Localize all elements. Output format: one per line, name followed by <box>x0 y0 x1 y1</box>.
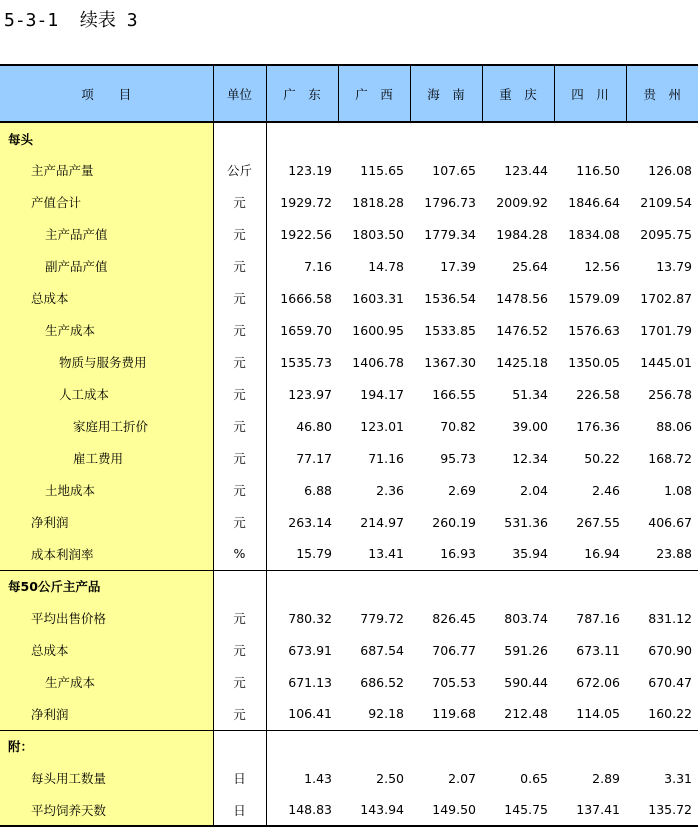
value-cell <box>626 730 698 762</box>
value-cell <box>482 570 554 602</box>
value-cell: 176.36 <box>576 418 620 434</box>
value-cell: 2.04 <box>520 482 548 498</box>
table-row <box>0 154 698 186</box>
unit-cell: 元 <box>213 250 266 282</box>
value-cell: 1.43 <box>304 770 332 786</box>
value-cell: 143.94 <box>338 794 410 826</box>
value-cell: 77.17 <box>296 450 332 466</box>
value-cell: 1984.28 <box>496 226 548 242</box>
value-cell <box>338 122 410 154</box>
unit-cell: 元 <box>213 698 266 730</box>
value-cell: 706.77 <box>432 642 476 658</box>
row-label: 净利润 <box>0 698 213 730</box>
section-row <box>0 570 698 602</box>
header-item: 项 目 <box>0 65 213 122</box>
table-row <box>0 442 698 474</box>
section-row <box>0 122 698 154</box>
value-cell <box>266 570 338 602</box>
value-cell: 88.06 <box>656 418 692 434</box>
table-row <box>0 634 698 666</box>
table-row <box>0 762 698 794</box>
value-cell: 51.34 <box>512 386 548 402</box>
table-title: 5-3-1 续表 3 <box>4 10 138 31</box>
value-cell: 1779.34 <box>424 226 476 242</box>
unit-cell: 元 <box>213 474 266 506</box>
header-region: 广 西 <box>338 65 410 122</box>
value-cell <box>410 122 482 154</box>
value-cell: 3.31 <box>664 770 692 786</box>
value-cell: 673.91 <box>288 642 332 658</box>
value-cell: 705.53 <box>432 674 476 690</box>
table-row <box>0 602 698 634</box>
value-cell: 25.64 <box>512 258 548 274</box>
value-cell: 256.78 <box>648 386 692 402</box>
table-row <box>0 474 698 506</box>
row-label: 家庭用工折价 <box>0 410 213 442</box>
row-label: 产值合计 <box>0 186 213 218</box>
value-cell: 17.39 <box>440 258 476 274</box>
value-cell <box>266 122 338 154</box>
value-cell: 7.16 <box>304 258 332 274</box>
row-label: 成本利润率 <box>0 538 213 570</box>
value-cell: 0.65 <box>520 770 548 786</box>
value-cell: 35.94 <box>512 546 548 562</box>
value-cell: 1846.64 <box>568 194 620 210</box>
value-cell: 1818.28 <box>352 194 404 210</box>
value-cell: 95.73 <box>440 450 476 466</box>
table-row <box>0 282 698 314</box>
value-cell: 123.19 <box>288 162 332 178</box>
row-label: 主产品产量 <box>0 154 213 186</box>
value-cell: 39.00 <box>512 418 548 434</box>
unit-cell: % <box>213 538 266 570</box>
unit-cell: 公斤 <box>213 154 266 186</box>
value-cell: 672.06 <box>576 674 620 690</box>
section-label: 附： <box>0 730 213 762</box>
value-cell <box>554 122 626 154</box>
unit-cell: 元 <box>213 218 266 250</box>
value-cell: 1536.54 <box>424 290 476 306</box>
value-cell <box>410 570 482 602</box>
value-cell: 1350.05 <box>568 354 620 370</box>
unit-cell: 日 <box>213 794 266 826</box>
value-cell: 160.22 <box>648 706 692 722</box>
value-cell: 260.19 <box>432 514 476 530</box>
value-cell: 1367.30 <box>424 354 476 370</box>
unit-cell: 元 <box>213 346 266 378</box>
value-cell: 168.72 <box>648 450 692 466</box>
value-cell: 1579.09 <box>568 290 620 306</box>
value-cell: 2.36 <box>376 482 404 498</box>
value-cell: 1834.08 <box>568 226 620 242</box>
value-cell: 2.69 <box>448 482 476 498</box>
value-cell: 1535.73 <box>280 354 332 370</box>
value-cell <box>626 570 698 602</box>
unit-cell <box>213 730 266 762</box>
unit-cell: 元 <box>213 666 266 698</box>
header-region: 四 川 <box>554 65 626 122</box>
row-label: 总成本 <box>0 282 213 314</box>
table-row <box>0 698 698 730</box>
value-cell: 115.65 <box>360 162 404 178</box>
value-cell: 1445.01 <box>640 354 692 370</box>
value-cell: 1478.56 <box>496 290 548 306</box>
value-cell <box>554 570 626 602</box>
table-row <box>0 410 698 442</box>
value-cell: 6.88 <box>304 482 332 498</box>
value-cell: 107.65 <box>432 162 476 178</box>
header-unit: 单位 <box>213 65 266 122</box>
value-cell: 148.83 <box>266 794 338 826</box>
value-cell: 119.68 <box>432 706 476 722</box>
value-cell: 13.79 <box>656 258 692 274</box>
value-cell: 1922.56 <box>280 226 332 242</box>
value-cell: 16.94 <box>584 546 620 562</box>
row-label: 每头用工数量 <box>0 762 213 794</box>
value-cell: 2109.54 <box>640 194 692 210</box>
section-label: 每50公斤主产品 <box>0 570 213 602</box>
header-row <box>0 65 698 122</box>
row-label: 平均饲养天数 <box>0 794 213 826</box>
value-cell: 123.01 <box>360 418 404 434</box>
value-cell: 803.74 <box>504 610 548 626</box>
value-cell: 787.16 <box>576 610 620 626</box>
unit-cell <box>213 570 266 602</box>
section-row <box>0 730 698 762</box>
value-cell: 1406.78 <box>352 354 404 370</box>
value-cell: 1533.85 <box>424 322 476 338</box>
value-cell: 214.97 <box>360 514 404 530</box>
data-table <box>0 64 698 827</box>
value-cell: 1600.95 <box>352 322 404 338</box>
value-cell <box>554 730 626 762</box>
value-cell: 212.48 <box>504 706 548 722</box>
row-label: 生产成本 <box>0 314 213 346</box>
value-cell: 2.89 <box>592 770 620 786</box>
table-row <box>0 346 698 378</box>
value-cell: 826.45 <box>432 610 476 626</box>
unit-cell: 日 <box>213 762 266 794</box>
value-cell: 2009.92 <box>496 194 548 210</box>
value-cell: 194.17 <box>360 386 404 402</box>
section-label: 每头 <box>0 122 213 154</box>
table-row <box>0 218 698 250</box>
table-row <box>0 250 698 282</box>
header-region: 贵 州 <box>626 65 698 122</box>
value-cell: 267.55 <box>576 514 620 530</box>
value-cell: 106.41 <box>288 706 332 722</box>
value-cell <box>626 122 698 154</box>
value-cell: 116.50 <box>576 162 620 178</box>
value-cell: 1702.87 <box>640 290 692 306</box>
value-cell: 531.36 <box>504 514 548 530</box>
value-cell <box>410 730 482 762</box>
value-cell: 1425.18 <box>496 354 548 370</box>
value-cell: 137.41 <box>554 794 626 826</box>
value-cell: 135.72 <box>626 794 698 826</box>
header-region: 广 东 <box>266 65 338 122</box>
value-cell: 686.52 <box>360 674 404 690</box>
value-cell: 15.79 <box>296 546 332 562</box>
value-cell <box>338 570 410 602</box>
value-cell: 126.08 <box>648 162 692 178</box>
value-cell: 779.72 <box>360 610 404 626</box>
unit-cell: 元 <box>213 634 266 666</box>
unit-cell: 元 <box>213 442 266 474</box>
unit-cell: 元 <box>213 506 266 538</box>
table-row <box>0 666 698 698</box>
value-cell: 687.54 <box>360 642 404 658</box>
value-cell: 12.34 <box>512 450 548 466</box>
value-cell: 1603.31 <box>352 290 404 306</box>
header-region: 重 庆 <box>482 65 554 122</box>
value-cell: 1659.70 <box>280 322 332 338</box>
value-cell: 46.80 <box>296 418 332 434</box>
unit-cell: 元 <box>213 282 266 314</box>
value-cell: 114.05 <box>576 706 620 722</box>
value-cell: 50.22 <box>584 450 620 466</box>
value-cell <box>338 730 410 762</box>
value-cell: 590.44 <box>504 674 548 690</box>
value-cell: 1476.52 <box>496 322 548 338</box>
value-cell: 226.58 <box>576 386 620 402</box>
row-label: 平均出售价格 <box>0 602 213 634</box>
row-label: 物质与服务费用 <box>0 346 213 378</box>
row-label: 副产品产值 <box>0 250 213 282</box>
unit-cell: 元 <box>213 602 266 634</box>
row-label: 土地成本 <box>0 474 213 506</box>
value-cell: 23.88 <box>656 546 692 562</box>
value-cell: 2.07 <box>448 770 476 786</box>
unit-cell: 元 <box>213 378 266 410</box>
value-cell: 1796.73 <box>424 194 476 210</box>
value-cell: 123.97 <box>288 386 332 402</box>
value-cell: 12.56 <box>584 258 620 274</box>
value-cell: 1929.72 <box>280 194 332 210</box>
value-cell: 263.14 <box>288 514 332 530</box>
value-cell: 166.55 <box>432 386 476 402</box>
unit-cell: 元 <box>213 410 266 442</box>
value-cell: 1803.50 <box>352 226 404 242</box>
table-row <box>0 186 698 218</box>
row-label: 雇工费用 <box>0 442 213 474</box>
row-label: 总成本 <box>0 634 213 666</box>
table-row <box>0 506 698 538</box>
value-cell: 1576.63 <box>568 322 620 338</box>
value-cell: 16.93 <box>440 546 476 562</box>
value-cell <box>482 122 554 154</box>
value-cell: 13.41 <box>368 546 404 562</box>
value-cell: 780.32 <box>288 610 332 626</box>
value-cell: 14.78 <box>368 258 404 274</box>
unit-cell <box>213 122 266 154</box>
row-label: 主产品产值 <box>0 218 213 250</box>
row-label: 人工成本 <box>0 378 213 410</box>
row-label: 生产成本 <box>0 666 213 698</box>
header-region: 海 南 <box>410 65 482 122</box>
table-body <box>0 122 698 826</box>
row-label: 净利润 <box>0 506 213 538</box>
value-cell: 671.13 <box>288 674 332 690</box>
table-row <box>0 794 698 826</box>
value-cell: 71.16 <box>368 450 404 466</box>
value-cell: 406.67 <box>648 514 692 530</box>
value-cell: 673.11 <box>576 642 620 658</box>
value-cell: 70.82 <box>440 418 476 434</box>
value-cell: 1666.58 <box>280 290 332 306</box>
value-cell: 2095.75 <box>640 226 692 242</box>
unit-cell: 元 <box>213 186 266 218</box>
value-cell: 123.44 <box>504 162 548 178</box>
value-cell: 2.50 <box>376 770 404 786</box>
value-cell: 670.90 <box>648 642 692 658</box>
value-cell: 831.12 <box>648 610 692 626</box>
table-row <box>0 314 698 346</box>
value-cell: 92.18 <box>368 706 404 722</box>
table-row <box>0 538 698 570</box>
value-cell: 670.47 <box>648 674 692 690</box>
value-cell: 1.08 <box>664 482 692 498</box>
value-cell: 149.50 <box>410 794 482 826</box>
value-cell: 591.26 <box>504 642 548 658</box>
value-cell <box>482 730 554 762</box>
value-cell <box>266 730 338 762</box>
unit-cell: 元 <box>213 314 266 346</box>
value-cell: 1701.79 <box>640 322 692 338</box>
table-row <box>0 378 698 410</box>
value-cell: 2.46 <box>592 482 620 498</box>
value-cell: 145.75 <box>482 794 554 826</box>
